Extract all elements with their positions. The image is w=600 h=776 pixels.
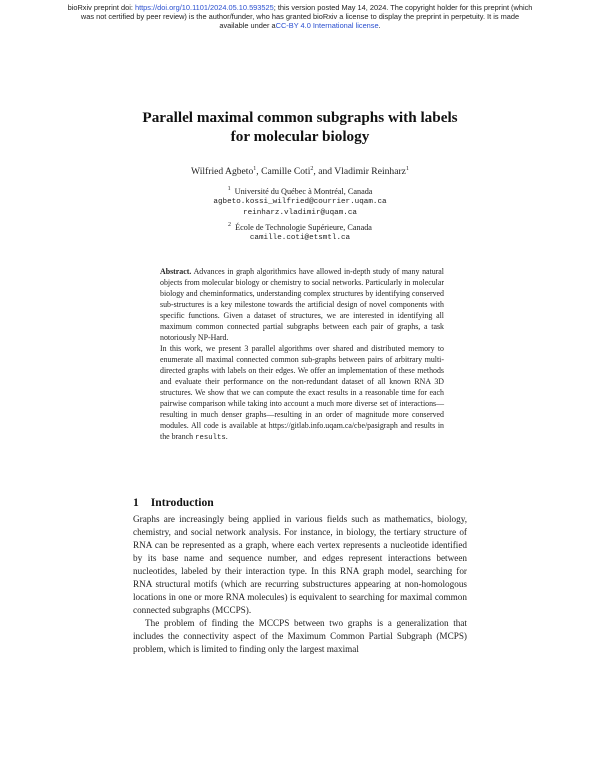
paper-title	[100, 108, 500, 146]
header-line-3: available under aCC-BY 4.0 International license.	[219, 21, 381, 30]
abstract	[160, 266, 444, 444]
section-title: Introduction	[150, 496, 214, 509]
email: reinharz.vladimir@uqam.ca	[243, 209, 357, 217]
body-text	[133, 513, 467, 656]
doi-link[interactable]: https://doi.org/10.1101/2024.05.10.593525	[134, 3, 274, 12]
body-paragraph: Graphs are increasingly being applied in various fields such as mathematics, biology, chemistry, and social network analysis. For instance, in biology, the tertiary structure of RNA can be represented as a graph, where each vertex represents a nucleotide identified by its base name and sequence number, and edges represent interactions between nucleotides, labeled by their interaction type. In this RNA graph model, searching for RNA structural motifs (which are recurring substructures appearing at non-homologous locations in one or more RNA molecules) is equivalent to searching for maximal common connected subgraphs (MCCPS).	[133, 514, 467, 615]
affiliation-marker: 2	[310, 166, 314, 172]
affiliation-marker: 1	[405, 166, 409, 172]
section-heading	[133, 496, 214, 509]
email: agbeto.kossi_wilfried@courrier.uqam.ca	[213, 198, 387, 206]
author-name: Camille Coti	[261, 166, 311, 177]
abstract-paragraph-1: Abstract. Advances in graph algorithmics have allowed in-depth study of many natural objects from molecular biology or chemistry to social networks. Particularly in molecular biology and cheminformatics, understanding complex structures by identifying conserved sub-structures is a key milestone towards the artificial design of novel components with specific functions. Given a dataset of structures, we are interested in identifying all maximum common connected partial subgraphs between each pair of graphs, a task notoriously NP-Hard.	[160, 267, 444, 342]
abstract-label: Abstract.	[160, 267, 192, 276]
affiliation-name: Université du Québec à Montréal, Canada	[234, 187, 373, 196]
affiliation-name: École de Technologie Supérieure, Canada	[235, 223, 372, 232]
author-name: Wilfried Agbeto	[191, 166, 254, 177]
preprint-header	[0, 3, 600, 30]
title-line-2: for molecular biology	[230, 128, 370, 145]
branch-name: results	[195, 434, 226, 442]
affiliation-marker: 1	[253, 166, 257, 172]
affiliation-2: $^2$ École de Technologie Supérieure, Canada camille.coti@etsmtl.ca	[0, 220, 600, 244]
affiliation-1: $^1$ Université du Québec à Montréal, Canada agbeto.kossi_wilfried@courrier.uqam.ca reinharz.vladimir@uqam.ca	[0, 184, 600, 219]
header-line-2: was not certified by peer review) is the author/funder, who has granted bioRxiv a license to display the preprint in perpetuity. It is made	[80, 12, 520, 21]
author-list: Wilfried Agbeto$^1$, Camille Coti$^2$, and Vladimir Reinharz$^1$	[191, 166, 409, 177]
header-line-1: bioRxiv preprint doi: https://doi.org/10.1101/2024.05.10.593525; this version posted May 14, 2024. The copyright holder for this preprint (which	[67, 3, 533, 12]
abstract-paragraph-2: In this work, we present 3 parallel algorithms over shared and distributed memory to enumerate all maximal connected common sub-graphs between pairs of arbitrary multi-directed graphs with labels on their edges. We offer an implementation of these methods and evaluate their performance on the non-redundant dataset of all known RNA 3D structures. We show that we can compute the exact results in a reasonable time for each pairwise comparison while taking into account a much more diverse set of interactions—resulting in much denser graphs—resulting in an order of magnitude more conserved modules. All code is available at https://gitlab.info.uqam.ca/cbe/pasigraph and results in the branch results.	[160, 344, 444, 442]
body-paragraph: The problem of finding the MCCPS between two graphs is a generalization that includes the connectivity aspect of the Maximum Common Partial Subgraph (MCPS) problem, which is limited to finding only the largest maximal	[133, 618, 467, 654]
license-link[interactable]: CC-BY 4.0 International license	[275, 21, 379, 30]
author-name: Vladimir Reinharz	[334, 166, 406, 177]
section-number: 1	[133, 496, 139, 509]
email: camille.coti@etsmtl.ca	[249, 234, 351, 242]
title-line-1: Parallel maximal common subgraphs with labels	[142, 109, 458, 126]
